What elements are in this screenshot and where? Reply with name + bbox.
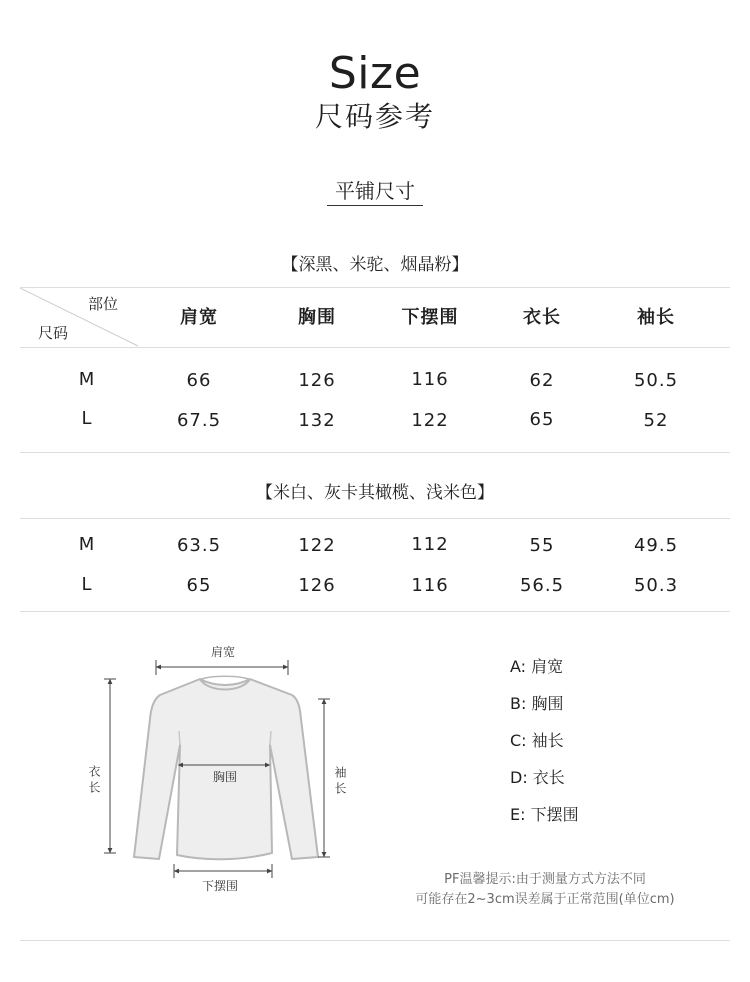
table-cell: 66 [186, 370, 212, 391]
table-cell: 50.3 [633, 575, 679, 596]
legend-item: D: 衣长 [510, 768, 565, 787]
table-cell: 112 [411, 534, 449, 555]
table-cell: 49.5 [633, 535, 679, 556]
table-cell: 52 [643, 410, 669, 431]
column-header-shoulder: 肩宽 [180, 307, 218, 328]
table-cell: 62 [529, 370, 555, 391]
table-cell: 116 [411, 575, 449, 596]
size-cell: L [81, 408, 93, 429]
table-cell: 63.5 [176, 535, 222, 556]
divider [20, 518, 730, 519]
legend-item: C: 袖长 [510, 731, 564, 750]
header-corner-part: 部位 [88, 295, 119, 313]
size-cell: L [81, 574, 93, 595]
table-cell: 122 [411, 410, 449, 431]
diagram-label-chest: 胸围 [212, 770, 237, 784]
legend-item: A: 肩宽 [510, 657, 564, 676]
table-cell: 126 [298, 370, 336, 391]
table-cell: 65 [186, 575, 212, 596]
header-corner-size: 尺码 [38, 324, 69, 342]
table-cell: 56.5 [519, 575, 565, 596]
size-cell: M [78, 534, 96, 555]
table-cell: 126 [298, 575, 336, 596]
diagram-label-hem: 下摆围 [201, 879, 238, 893]
diagram-label-sleeve: 袖长 [333, 766, 347, 798]
measurement-note: 可能存在2~3cm误差属于正常范围(单位cm) [415, 892, 675, 907]
color-group-title: 【米白、灰卡其橄榄、浅米色】 [256, 483, 494, 503]
column-header-chest: 胸围 [298, 307, 336, 328]
column-header-length: 衣长 [523, 307, 561, 328]
diagram-label-length: 衣长 [87, 765, 101, 797]
table-cell: 50.5 [633, 370, 679, 391]
divider [20, 940, 730, 941]
table-cell: 55 [529, 535, 555, 556]
table-cell: 67.5 [176, 410, 222, 431]
page-subtitle: 尺码参考 [314, 100, 435, 133]
table-cell: 65 [529, 409, 555, 430]
legend-item: B: 胸围 [510, 694, 564, 713]
divider [20, 347, 730, 348]
legend-item: E: 下摆围 [510, 805, 579, 824]
measurement-note: PF温馨提示:由于测量方式方法不同 [444, 872, 646, 887]
table-cell: 116 [411, 369, 449, 390]
divider [20, 611, 730, 612]
column-header-sleeve: 袖长 [637, 307, 675, 328]
sweater-measurement-diagram [60, 635, 380, 900]
divider [20, 452, 730, 453]
column-header-hem: 下摆围 [401, 307, 459, 328]
size-cell: M [78, 369, 96, 390]
color-group-title: 【深黑、米驼、烟晶粉】 [281, 255, 469, 275]
diagram-label-shoulder: 肩宽 [210, 645, 235, 659]
table-cell: 122 [298, 535, 336, 556]
table-cell: 132 [298, 410, 336, 431]
section-title: 平铺尺寸 [327, 178, 423, 206]
page-title: Size [328, 48, 422, 99]
